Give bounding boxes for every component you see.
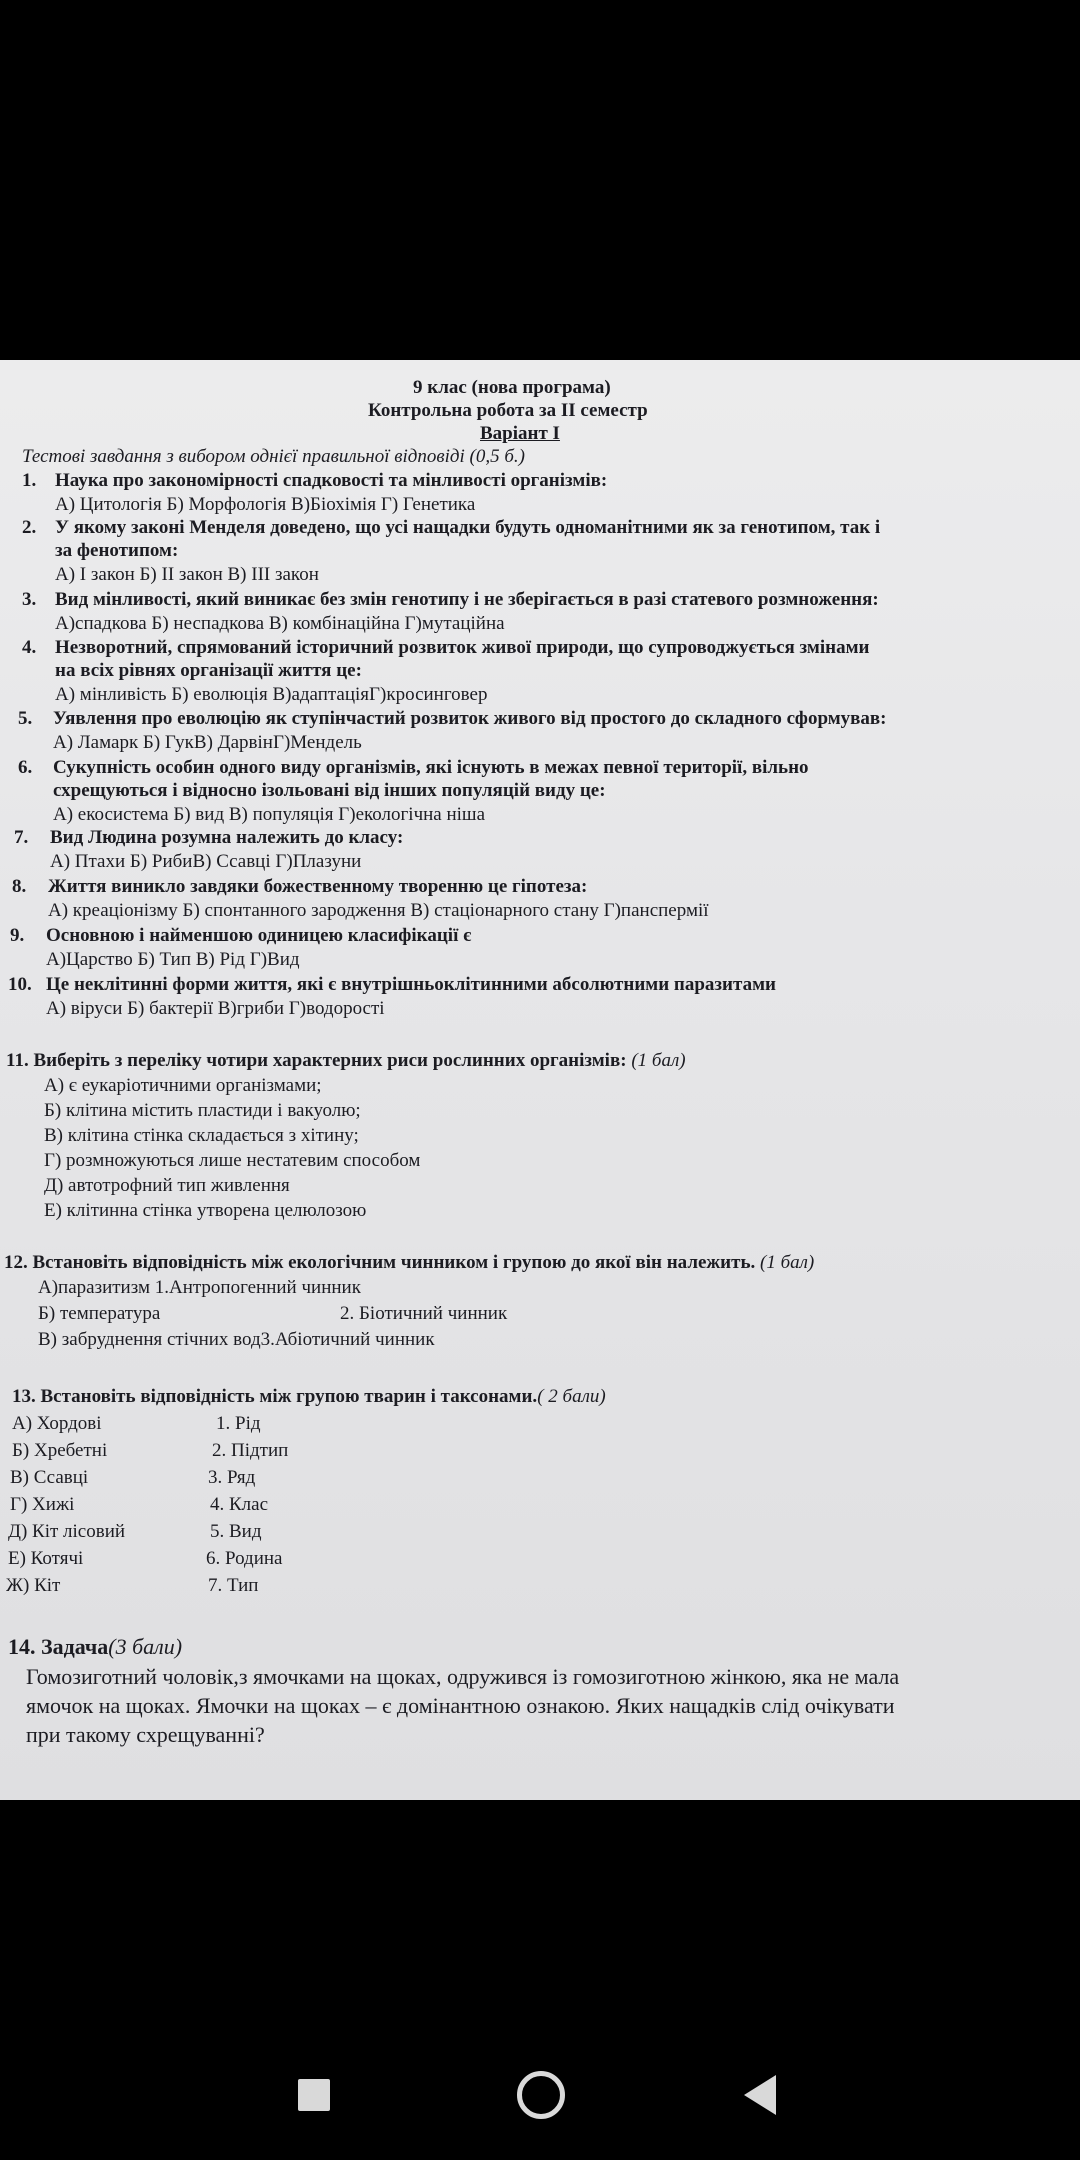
answer-options: А) віруси Б) бактерії В)гриби Г)водорості	[46, 998, 385, 1019]
question-number: 8.	[12, 876, 27, 897]
list-item: Б) клітина містить пластиди і вакуолю;	[44, 1100, 361, 1121]
question-number: 4.	[22, 637, 37, 658]
back-triangle-icon[interactable]	[744, 2075, 776, 2115]
match-row: А)паразитизм 1.Антропогенний чинник	[38, 1277, 361, 1298]
question-text: Сукупність особин одного виду організмів, які існують в межах певної території, вільно	[53, 757, 809, 778]
answer-options: А) Цитологія Б) Морфологія В)Біохімія Г) Генетика	[55, 494, 476, 515]
question-text: Основною і найменшою одиницею класифікації є	[46, 925, 472, 946]
taxon: 6. Родина	[206, 1548, 283, 1569]
question-text: Це неклітинні форми життя, які є внутрішньоклітинними абсолютними паразитами	[46, 974, 776, 995]
question-text: Вид мінливості, який виникає без змін генотипу і не зберігається в разі статевого розмноження:	[55, 589, 879, 610]
home-circle-icon[interactable]	[517, 2071, 565, 2119]
task-text-line: ямочок на щоках. Ямочки на щоках – є домінантною ознакою. Яких нащадків слід очікувати	[26, 1693, 895, 1718]
list-item: Д) автотрофний тип живлення	[44, 1175, 290, 1196]
question-14-title: 14. Задача(3 бали)	[8, 1634, 183, 1659]
taxon: 2. Підтип	[212, 1440, 289, 1461]
list-item: Е) клітинна стінка утворена целюлозою	[44, 1200, 367, 1221]
question-number: 9.	[10, 925, 25, 946]
question-number: 6.	[18, 757, 33, 778]
question-number: 5.	[18, 708, 33, 729]
recents-square-icon[interactable]	[298, 2079, 330, 2111]
question-number: 7.	[14, 827, 29, 848]
question-number: 1.	[22, 470, 37, 491]
match-row-right: 2. Біотичний чинник	[340, 1303, 508, 1324]
question-number: 10.	[8, 974, 32, 995]
question-text-cont: на всіх рівнях організації життя це:	[55, 660, 362, 681]
animal-group: Ж) Кіт	[6, 1575, 61, 1596]
grade-heading: 9 клас (нова програма)	[413, 377, 611, 398]
list-item: Г) розмножуються лише нестатевим способом	[44, 1150, 421, 1171]
taxon: 3. Ряд	[208, 1467, 256, 1488]
answer-options: А) креаціонізму Б) спонтанного зародження В) стаціонарного стану Г)панспермії	[48, 900, 709, 921]
animal-group: Б) Хребетні	[12, 1440, 108, 1461]
points-label: (1 бал)	[760, 1252, 815, 1273]
question-number: 3.	[22, 589, 37, 610]
list-item: А) є еукаріотичними організмами;	[44, 1075, 322, 1096]
taxon: 4. Клас	[210, 1494, 269, 1515]
animal-group: Д) Кіт лісовий	[8, 1521, 126, 1542]
question-text: Вид Людина розумна належить до класу:	[50, 827, 404, 848]
match-row: Б) температура	[38, 1303, 161, 1324]
question-text: У якому законі Менделя доведено, що усі нащадки будуть одноманітними як за генотипом, так і	[55, 517, 881, 538]
answer-options: А)Царство Б) Тип В) Рід Г)Вид	[46, 949, 300, 970]
taxon: 7. Тип	[208, 1575, 259, 1596]
match-row: В) забруднення стічних вод3.Абіотичний чинник	[38, 1329, 435, 1350]
points-label: ( 2 бали)	[537, 1386, 606, 1407]
animal-group: Е) Котячі	[8, 1548, 84, 1569]
animal-group: А) Хордові	[12, 1413, 102, 1434]
question-text: Незворотний, спрямований історичний розвиток живої природи, що супроводжується змінами	[55, 637, 870, 658]
question-text: Наука про закономірності спадковості та мінливості організмів:	[55, 470, 608, 491]
task-text-line: Гомозиготний чоловік,з ямочками на щоках, одружився із гомозиготною жінкою, яка не мала	[26, 1664, 900, 1689]
answer-options: А) екосистема Б) вид В) популяція Г)екологічна ніша	[53, 804, 485, 825]
question-text-cont: за фенотипом:	[55, 540, 179, 561]
question-text: Уявлення про еволюцію як ступінчастий розвиток живого від простого до складного сформував:	[53, 708, 887, 729]
question-text: Життя виникло завдяки божественному творенню це гіпотеза:	[48, 876, 588, 897]
question-11-title: 11. Виберіть з переліку чотири характерних риси рослинних організмів: (1 бал)	[6, 1050, 686, 1071]
question-12-title: 12. Встановіть відповідність між екологічним чинником і групою до якої він належить. (1 бал)	[4, 1252, 815, 1273]
task-text-line: при такому схрещуванні?	[26, 1722, 265, 1747]
answer-options: А) Птахи Б) РибиВ) Ссавці Г)Плазуни	[50, 851, 362, 872]
taxon: 1. Рід	[216, 1413, 261, 1434]
points-label: (1 бал)	[631, 1050, 686, 1071]
animal-group: В) Ссавці	[10, 1467, 89, 1488]
taxon: 5. Вид	[210, 1521, 262, 1542]
points-label: (3 бали)	[108, 1634, 183, 1659]
variant-heading: Варіант І	[480, 423, 560, 444]
answer-options: А) мінливість Б) еволюція В)адаптаціяГ)кросинговер	[55, 684, 488, 705]
document-page	[0, 360, 1080, 1800]
test-title: Контрольна робота за ІІ семестр	[368, 400, 648, 421]
question-text-cont: схрещуються і відносно ізольовані від інших популяцій виду це:	[53, 780, 606, 801]
instruction-text: Тестові завдання з вибором однієї правильної відповіді (0,5 б.)	[22, 446, 525, 467]
question-13-title: 13. Встановіть відповідність між групою тварин і таксонами.( 2 бали)	[12, 1386, 606, 1407]
list-item: В) клітина стінка складається з хітину;	[44, 1125, 359, 1146]
question-number: 2.	[22, 517, 37, 538]
animal-group: Г) Хижі	[10, 1494, 75, 1515]
answer-options: А)спадкова Б) неспадкова В) комбінаційна Г)мутаційна	[55, 613, 505, 634]
answer-options: А) Ламарк Б) ГукВ) ДарвінГ)Мендель	[53, 732, 362, 753]
answer-options: А) І закон Б) ІІ закон В) ІІІ закон	[55, 564, 319, 585]
